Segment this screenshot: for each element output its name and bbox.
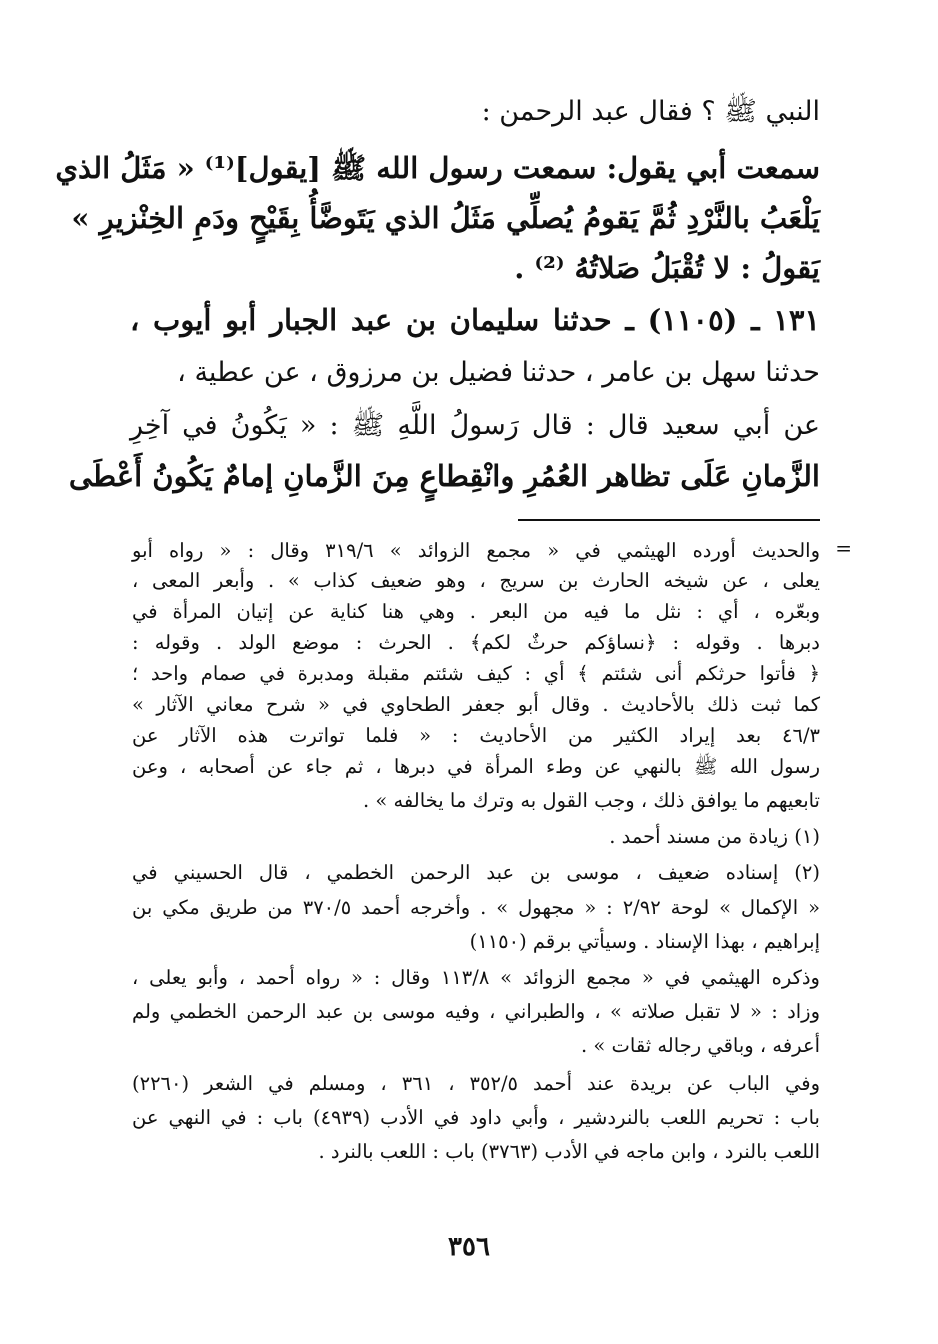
- footnote-1: (١) زيادة من مسند أحمد .: [609, 825, 820, 848]
- footnote-2-line-5: وزاد : « لا تقبل صلاته » ، والطبراني ، وفيه موسى بن عبد الرحمن الخطمي ولم: [132, 1000, 820, 1023]
- footnote-2-line-1: (٢) إسناده ضعيف ، موسى بن عبد الرحمن الخطمي ، قال الحسيني في: [132, 861, 820, 884]
- footnote-line-3: وبعّره ، أي : نثل ما فيه من البعر . وهي هنا كناية عن إتيان المرأة في: [132, 600, 820, 623]
- footnote-line-9: تابعيهم ما يوافق ذلك ، وجب القول به وترك ما يخالفه » .: [362, 789, 820, 812]
- main-line-8: الزَّمانِ عَلَى تظاهر العُمُرِ وانْقِطاعٍ مِنَ الزَّمانِ إمامٌ يَكُونُ أَعْطَى: [68, 459, 820, 493]
- main-line-2: سمعت أبي يقول: سمعت رسول الله ﷺ [يقول]⁽¹⁾ « مَثَلُ الذي: [55, 151, 820, 185]
- main-line-3: يَلْعَبُ بالنَّرْدِ ثُمَّ يَقومُ يُصلِّي مَثَلُ الذي يَتَوضَّأُ بِقَيْحٍ ودَمِ الخِنْزيرِ »: [71, 201, 820, 235]
- main-line-7: عن أبي سعيد قال : قال رَسولُ اللَّهِ ﷺ : « يَكُونُ في آخِرِ: [130, 410, 820, 441]
- footnote-line-5: ﴿ فأتوا حرثكم أنى شئتم ﴾ أي : كيف شئتم مقبلة ومدبرة في صمام واحد ؛: [132, 662, 820, 685]
- main-line-4: يَقولُ : لا تُقْبَلُ صَلاتُهُ ⁽²⁾ .: [514, 251, 820, 285]
- footnote-2-line-8: باب : تحريم اللعب بالنردشير ، وأبي داود في الأدب (٤٩٣٩) باب : في النهي عن: [132, 1106, 820, 1129]
- footnote-separator: [518, 519, 820, 521]
- footnote-2-line-3: إبراهيم ، بهذا الإسناد . وسيأتي برقم (١١٥٠): [469, 930, 820, 953]
- footnote-line-1: والحديث أورده الهيثمي في « مجمع الزوائد » ٣١٩/٦ وقال : « رواه أبو: [132, 539, 820, 562]
- main-line-1: النبي ﷺ ؟ فقال عبد الرحمن :: [481, 96, 820, 127]
- continuation-marker: =: [835, 536, 852, 560]
- footnote-2-line-2: « الإكمال » لوحة ٢/٩٢ : « مجهول » . وأخرجه أحمد ٣٧٠/٥ من طريق مكي بن: [132, 896, 821, 919]
- page-number: ٣٥٦: [448, 1232, 490, 1262]
- footnote-2-line-6: أعرفه ، وباقي رجاله ثقات » .: [581, 1034, 820, 1057]
- footnote-line-2: يعلى ، عن شيخه الحارث بن سريج ، وهو ضعيف كذاب » . وأبعر المعى ،: [132, 569, 820, 592]
- main-line-6: حدثنا سهل بن عامر ، حدثنا فضيل بن مرزوق ، عن عطية ،: [177, 357, 820, 388]
- footnote-2-line-4: وذكره الهيثمي في « مجمع الزوائد » ١١٣/٨ وقال : « رواه أحمد ، وأبو يعلى ،: [132, 966, 820, 989]
- footnote-line-8: رسول الله ﷺ بالنهي عن وطء المرأة في دبرها ، ثم جاء عن أصحابه ، وعن: [132, 755, 820, 778]
- main-line-5: ١٣١ ـ (١١٠٥) ـ حدثنا سليمان بن عبد الجبار أبو أيوب ،: [130, 303, 820, 337]
- footnote-line-4: دبرها . وقوله : ﴿نساؤكم حرثٌ لكم﴾ . الحرث : موضع الولد . وقوله :: [132, 631, 820, 654]
- footnote-2-line-9: اللعب بالنرد ، وابن ماجه في الأدب (٣٧٦٣) باب : اللعب بالنرد .: [318, 1140, 820, 1163]
- footnote-2-line-7: وفي الباب عن بريدة عند أحمد ٣٥٢/٥ ، ٣٦١ ، ومسلم في الشعر (٢٢٦٠): [132, 1072, 820, 1095]
- footnote-line-6: كما ثبت ذلك بالأحاديث . وقال أبو جعفر الطحاوي في « شرح معاني الآثار »: [132, 693, 820, 716]
- footnote-line-7: ٤٦/٣ بعد إيراد الكثير من الأحاديث : « فلما تواترت هذه الآثار عن: [132, 724, 820, 747]
